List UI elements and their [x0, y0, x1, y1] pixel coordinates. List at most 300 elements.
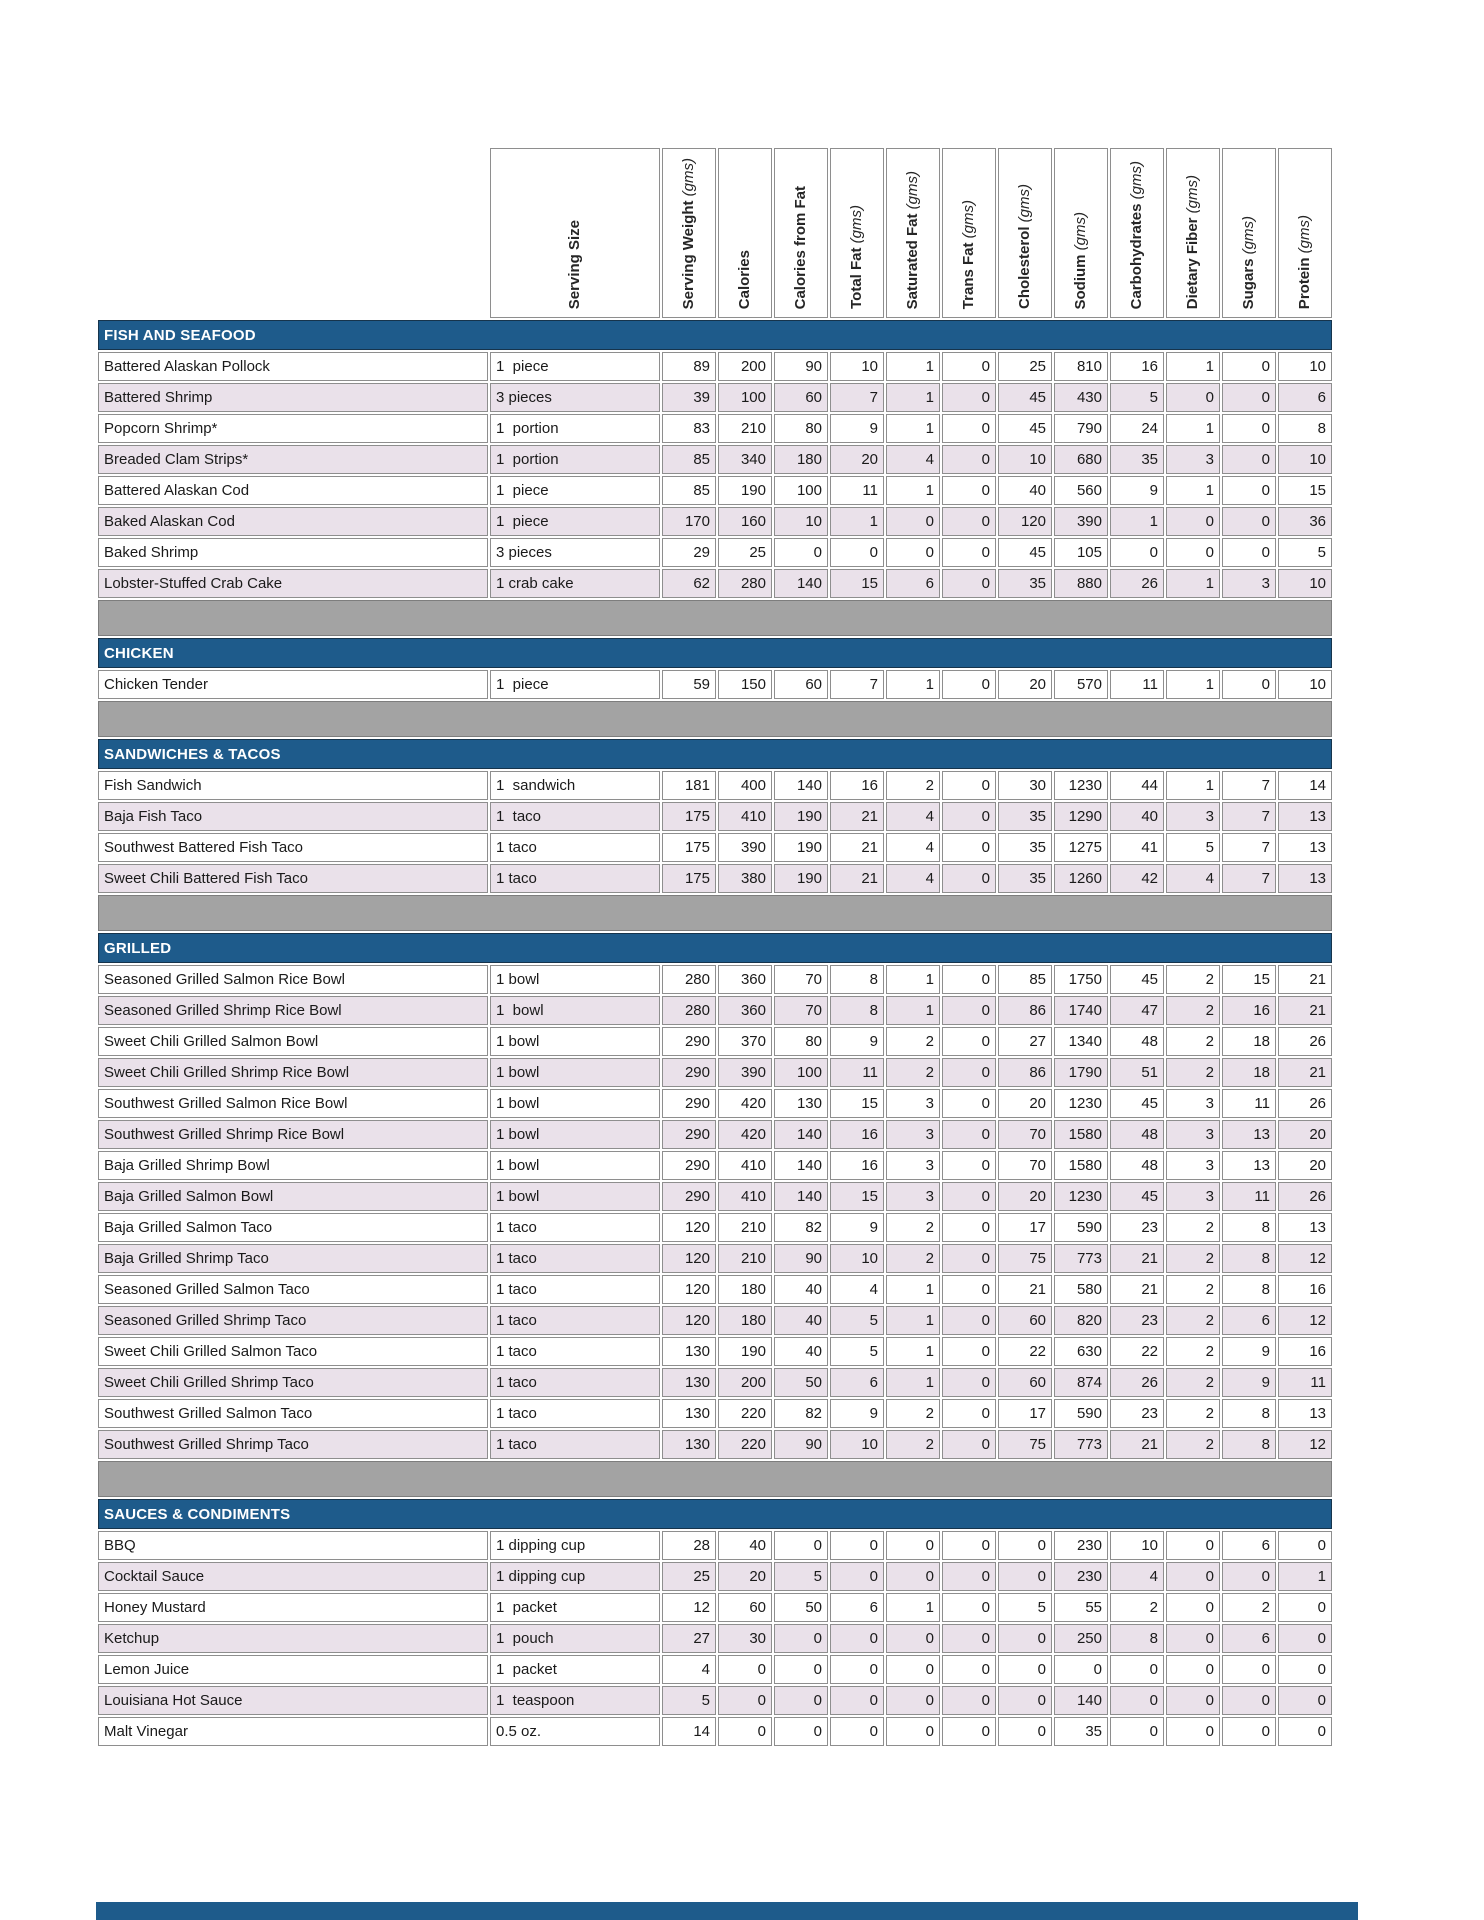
- value-cell-sugars: 8: [1222, 1244, 1276, 1273]
- value-cell-dietary-fiber: 1: [1166, 476, 1220, 505]
- value-cell-dietary-fiber: 0: [1166, 1686, 1220, 1715]
- value-cell-saturated-fat: 3: [886, 1151, 940, 1180]
- serving-size-cell: 1 pouch: [490, 1624, 660, 1653]
- item-name-cell: Baja Fish Taco: [98, 802, 488, 831]
- value-cell-calories-from-fat: 50: [774, 1368, 828, 1397]
- table-row-baked-alaskan-cod: [98, 507, 1332, 536]
- column-header-serving-weight: [662, 148, 716, 318]
- value-cell-calories: 410: [718, 1182, 772, 1211]
- serving-size-cell: 1 piece: [490, 352, 660, 381]
- value-cell-total-fat: 9: [830, 1027, 884, 1056]
- value-cell-sodium: 105: [1054, 538, 1108, 567]
- value-cell-carbohydrates: 22: [1110, 1337, 1164, 1366]
- column-header-label: Serving Size: [565, 219, 583, 309]
- value-cell-saturated-fat: 0: [886, 1562, 940, 1591]
- value-cell-total-fat: 21: [830, 802, 884, 831]
- value-cell-sodium: 1790: [1054, 1058, 1108, 1087]
- item-name-cell: BBQ: [98, 1531, 488, 1560]
- value-cell-calories: 220: [718, 1430, 772, 1459]
- column-header-label: Dietary Fiber (gms): [1183, 174, 1201, 309]
- value-cell-calories-from-fat: 190: [774, 802, 828, 831]
- value-cell-calories: 200: [718, 1368, 772, 1397]
- table-row-ketchup: [98, 1624, 1332, 1653]
- value-cell-sodium: 590: [1054, 1213, 1108, 1242]
- value-cell-serving-weight: 12: [662, 1593, 716, 1622]
- table-row-baja-grilled-shrimp-bowl: [98, 1151, 1332, 1180]
- value-cell-sugars: 0: [1222, 670, 1276, 699]
- value-cell-sugars: 13: [1222, 1151, 1276, 1180]
- item-name-cell: Sweet Chili Grilled Shrimp Taco: [98, 1368, 488, 1397]
- table-row-baja-fish-taco: [98, 802, 1332, 831]
- value-cell-dietary-fiber: 3: [1166, 1089, 1220, 1118]
- value-cell-saturated-fat: 2: [886, 1244, 940, 1273]
- value-cell-carbohydrates: 5: [1110, 383, 1164, 412]
- value-cell-total-fat: 0: [830, 538, 884, 567]
- value-cell-serving-weight: 39: [662, 383, 716, 412]
- table-row-seasoned-grilled-shrimp-taco: [98, 1306, 1332, 1335]
- value-cell-dietary-fiber: 5: [1166, 833, 1220, 862]
- value-cell-saturated-fat: 1: [886, 1275, 940, 1304]
- value-cell-calories: 0: [718, 1717, 772, 1746]
- serving-size-cell: 1 dipping cup: [490, 1531, 660, 1560]
- value-cell-calories-from-fat: 190: [774, 864, 828, 893]
- value-cell-dietary-fiber: 0: [1166, 1655, 1220, 1684]
- value-cell-total-fat: 1: [830, 507, 884, 536]
- value-cell-serving-weight: 59: [662, 670, 716, 699]
- value-cell-cholesterol: 35: [998, 833, 1052, 862]
- column-header-label: Carbohydrates (gms): [1127, 160, 1145, 309]
- value-cell-carbohydrates: 10: [1110, 1531, 1164, 1560]
- value-cell-sodium: 580: [1054, 1275, 1108, 1304]
- column-header-sodium: [1054, 148, 1108, 318]
- table-row-seasoned-grilled-salmon-rice-bowl: [98, 965, 1332, 994]
- serving-size-cell: 1 taco: [490, 1430, 660, 1459]
- value-cell-cholesterol: 85: [998, 965, 1052, 994]
- value-cell-trans-fat: 0: [942, 1531, 996, 1560]
- value-cell-sugars: 9: [1222, 1368, 1276, 1397]
- value-cell-serving-weight: 5: [662, 1686, 716, 1715]
- value-cell-cholesterol: 60: [998, 1368, 1052, 1397]
- value-cell-serving-weight: 120: [662, 1275, 716, 1304]
- item-name-cell: Popcorn Shrimp*: [98, 414, 488, 443]
- value-cell-sugars: 0: [1222, 538, 1276, 567]
- table-row-battered-shrimp: [98, 383, 1332, 412]
- value-cell-protein: 21: [1278, 1058, 1332, 1087]
- value-cell-serving-weight: 290: [662, 1027, 716, 1056]
- value-cell-calories: 360: [718, 965, 772, 994]
- item-name-cell: Breaded Clam Strips*: [98, 445, 488, 474]
- value-cell-saturated-fat: 1: [886, 1593, 940, 1622]
- value-cell-serving-weight: 85: [662, 445, 716, 474]
- value-cell-protein: 11: [1278, 1368, 1332, 1397]
- value-cell-dietary-fiber: 0: [1166, 1624, 1220, 1653]
- value-cell-total-fat: 0: [830, 1717, 884, 1746]
- value-cell-calories: 0: [718, 1655, 772, 1684]
- value-cell-sugars: 16: [1222, 996, 1276, 1025]
- value-cell-dietary-fiber: 2: [1166, 1399, 1220, 1428]
- value-cell-total-fat: 7: [830, 670, 884, 699]
- value-cell-protein: 26: [1278, 1027, 1332, 1056]
- section-divider-row: [98, 1461, 1332, 1497]
- item-name-cell: Baked Alaskan Cod: [98, 507, 488, 536]
- table-row-lemon-juice: [98, 1655, 1332, 1684]
- table-row-battered-alaskan-cod: [98, 476, 1332, 505]
- value-cell-serving-weight: 181: [662, 771, 716, 800]
- value-cell-carbohydrates: 23: [1110, 1213, 1164, 1242]
- section-header-row: [98, 320, 1332, 350]
- item-name-cell: Baja Grilled Shrimp Bowl: [98, 1151, 488, 1180]
- value-cell-total-fat: 6: [830, 1593, 884, 1622]
- value-cell-trans-fat: 0: [942, 1306, 996, 1335]
- value-cell-protein: 8: [1278, 414, 1332, 443]
- value-cell-carbohydrates: 4: [1110, 1562, 1164, 1591]
- value-cell-calories-from-fat: 130: [774, 1089, 828, 1118]
- section-title-chicken: CHICKEN: [98, 638, 1332, 668]
- value-cell-sodium: 140: [1054, 1686, 1108, 1715]
- value-cell-calories-from-fat: 82: [774, 1399, 828, 1428]
- value-cell-calories-from-fat: 0: [774, 538, 828, 567]
- value-cell-serving-weight: 175: [662, 833, 716, 862]
- value-cell-total-fat: 20: [830, 445, 884, 474]
- item-name-cell: Louisiana Hot Sauce: [98, 1686, 488, 1715]
- item-name-cell: Lemon Juice: [98, 1655, 488, 1684]
- table-row-bbq: [98, 1531, 1332, 1560]
- value-cell-dietary-fiber: 2: [1166, 965, 1220, 994]
- value-cell-cholesterol: 35: [998, 802, 1052, 831]
- value-cell-serving-weight: 290: [662, 1182, 716, 1211]
- value-cell-sodium: 590: [1054, 1399, 1108, 1428]
- item-name-cell: Battered Shrimp: [98, 383, 488, 412]
- value-cell-carbohydrates: 45: [1110, 1089, 1164, 1118]
- value-cell-protein: 0: [1278, 1531, 1332, 1560]
- serving-size-cell: 0.5 oz.: [490, 1717, 660, 1746]
- item-name-cell: Sweet Chili Battered Fish Taco: [98, 864, 488, 893]
- table-row-breaded-clam-strips: [98, 445, 1332, 474]
- value-cell-cholesterol: 27: [998, 1027, 1052, 1056]
- value-cell-saturated-fat: 2: [886, 771, 940, 800]
- value-cell-calories-from-fat: 190: [774, 833, 828, 862]
- table-row-honey-mustard: [98, 1593, 1332, 1622]
- section-divider: [98, 600, 1332, 636]
- value-cell-cholesterol: 35: [998, 569, 1052, 598]
- value-cell-total-fat: 16: [830, 771, 884, 800]
- serving-size-cell: 1 bowl: [490, 1089, 660, 1118]
- value-cell-sugars: 8: [1222, 1275, 1276, 1304]
- table-row-malt-vinegar: [98, 1717, 1332, 1746]
- table-row-chicken-tender: [98, 670, 1332, 699]
- value-cell-serving-weight: 28: [662, 1531, 716, 1560]
- value-cell-sugars: 0: [1222, 507, 1276, 536]
- value-cell-calories: 180: [718, 1275, 772, 1304]
- value-cell-saturated-fat: 0: [886, 1655, 940, 1684]
- value-cell-trans-fat: 0: [942, 1089, 996, 1118]
- value-cell-trans-fat: 0: [942, 569, 996, 598]
- serving-size-cell: 1 bowl: [490, 1058, 660, 1087]
- table-row-seasoned-grilled-salmon-taco: [98, 1275, 1332, 1304]
- item-name-cell: Baja Grilled Salmon Taco: [98, 1213, 488, 1242]
- value-cell-trans-fat: 0: [942, 538, 996, 567]
- value-cell-total-fat: 0: [830, 1655, 884, 1684]
- value-cell-cholesterol: 70: [998, 1151, 1052, 1180]
- value-cell-trans-fat: 0: [942, 445, 996, 474]
- value-cell-dietary-fiber: 3: [1166, 1120, 1220, 1149]
- value-cell-protein: 13: [1278, 833, 1332, 862]
- value-cell-carbohydrates: 16: [1110, 352, 1164, 381]
- value-cell-calories-from-fat: 0: [774, 1717, 828, 1746]
- value-cell-dietary-fiber: 2: [1166, 1058, 1220, 1087]
- table-body: [98, 320, 1332, 1746]
- value-cell-dietary-fiber: 0: [1166, 1717, 1220, 1746]
- value-cell-sugars: 3: [1222, 569, 1276, 598]
- serving-size-cell: 1 taco: [490, 802, 660, 831]
- value-cell-dietary-fiber: 1: [1166, 414, 1220, 443]
- value-cell-total-fat: 4: [830, 1275, 884, 1304]
- value-cell-serving-weight: 130: [662, 1399, 716, 1428]
- value-cell-calories: 25: [718, 538, 772, 567]
- value-cell-serving-weight: 130: [662, 1430, 716, 1459]
- value-cell-carbohydrates: 48: [1110, 1027, 1164, 1056]
- value-cell-sugars: 8: [1222, 1213, 1276, 1242]
- section-divider-row: [98, 701, 1332, 737]
- value-cell-trans-fat: 0: [942, 996, 996, 1025]
- value-cell-calories: 390: [718, 833, 772, 862]
- section-divider: [98, 895, 1332, 931]
- value-cell-total-fat: 8: [830, 965, 884, 994]
- value-cell-calories-from-fat: 140: [774, 771, 828, 800]
- value-cell-sodium: 773: [1054, 1244, 1108, 1273]
- value-cell-carbohydrates: 51: [1110, 1058, 1164, 1087]
- value-cell-serving-weight: 85: [662, 476, 716, 505]
- value-cell-carbohydrates: 0: [1110, 1655, 1164, 1684]
- serving-size-cell: 1 taco: [490, 833, 660, 862]
- value-cell-calories: 30: [718, 1624, 772, 1653]
- value-cell-sodium: 790: [1054, 414, 1108, 443]
- serving-size-cell: 1 portion: [490, 445, 660, 474]
- cut-off-section-band: [96, 1902, 1358, 1920]
- value-cell-total-fat: 9: [830, 414, 884, 443]
- value-cell-serving-weight: 4: [662, 1655, 716, 1684]
- value-cell-sodium: 1230: [1054, 1089, 1108, 1118]
- value-cell-calories: 190: [718, 1337, 772, 1366]
- value-cell-carbohydrates: 26: [1110, 569, 1164, 598]
- value-cell-saturated-fat: 1: [886, 996, 940, 1025]
- value-cell-protein: 13: [1278, 802, 1332, 831]
- value-cell-carbohydrates: 47: [1110, 996, 1164, 1025]
- value-cell-protein: 36: [1278, 507, 1332, 536]
- value-cell-sugars: 18: [1222, 1027, 1276, 1056]
- item-name-cell: Southwest Grilled Shrimp Taco: [98, 1430, 488, 1459]
- value-cell-calories-from-fat: 82: [774, 1213, 828, 1242]
- value-cell-calories-from-fat: 60: [774, 670, 828, 699]
- value-cell-dietary-fiber: 0: [1166, 538, 1220, 567]
- value-cell-carbohydrates: 0: [1110, 1686, 1164, 1715]
- value-cell-calories-from-fat: 0: [774, 1531, 828, 1560]
- value-cell-dietary-fiber: 2: [1166, 1368, 1220, 1397]
- value-cell-serving-weight: 280: [662, 965, 716, 994]
- value-cell-sodium: 630: [1054, 1337, 1108, 1366]
- serving-size-cell: 1 dipping cup: [490, 1562, 660, 1591]
- value-cell-dietary-fiber: 1: [1166, 771, 1220, 800]
- value-cell-trans-fat: 0: [942, 476, 996, 505]
- value-cell-carbohydrates: 21: [1110, 1275, 1164, 1304]
- value-cell-trans-fat: 0: [942, 833, 996, 862]
- column-header-label: Protein (gms): [1295, 214, 1313, 309]
- section-title-grilled: GRILLED: [98, 933, 1332, 963]
- value-cell-calories: 340: [718, 445, 772, 474]
- value-cell-total-fat: 0: [830, 1624, 884, 1653]
- value-cell-sugars: 11: [1222, 1089, 1276, 1118]
- value-cell-trans-fat: 0: [942, 414, 996, 443]
- value-cell-calories-from-fat: 80: [774, 1027, 828, 1056]
- value-cell-trans-fat: 0: [942, 802, 996, 831]
- value-cell-saturated-fat: 2: [886, 1399, 940, 1428]
- value-cell-cholesterol: 0: [998, 1562, 1052, 1591]
- value-cell-calories: 370: [718, 1027, 772, 1056]
- value-cell-sugars: 11: [1222, 1182, 1276, 1211]
- value-cell-dietary-fiber: 3: [1166, 1151, 1220, 1180]
- serving-size-cell: 1 piece: [490, 476, 660, 505]
- item-name-cell: Seasoned Grilled Shrimp Rice Bowl: [98, 996, 488, 1025]
- value-cell-sodium: 1580: [1054, 1151, 1108, 1180]
- value-cell-dietary-fiber: 1: [1166, 670, 1220, 699]
- serving-size-cell: 3 pieces: [490, 383, 660, 412]
- value-cell-cholesterol: 120: [998, 507, 1052, 536]
- serving-size-cell: 1 taco: [490, 1337, 660, 1366]
- value-cell-trans-fat: 0: [942, 1624, 996, 1653]
- value-cell-calories: 400: [718, 771, 772, 800]
- section-divider: [98, 1461, 1332, 1497]
- value-cell-carbohydrates: 45: [1110, 965, 1164, 994]
- value-cell-serving-weight: 120: [662, 1306, 716, 1335]
- value-cell-cholesterol: 45: [998, 414, 1052, 443]
- item-name-cell: Battered Alaskan Pollock: [98, 352, 488, 381]
- value-cell-dietary-fiber: 0: [1166, 1531, 1220, 1560]
- table-row-battered-alaskan-pollock: [98, 352, 1332, 381]
- value-cell-total-fat: 10: [830, 1430, 884, 1459]
- value-cell-calories-from-fat: 0: [774, 1686, 828, 1715]
- value-cell-sugars: 6: [1222, 1306, 1276, 1335]
- value-cell-protein: 20: [1278, 1120, 1332, 1149]
- value-cell-cholesterol: 17: [998, 1399, 1052, 1428]
- value-cell-dietary-fiber: 2: [1166, 1027, 1220, 1056]
- value-cell-sodium: 874: [1054, 1368, 1108, 1397]
- column-header-dietary-fiber: [1166, 148, 1220, 318]
- column-header-cholesterol: [998, 148, 1052, 318]
- value-cell-sugars: 6: [1222, 1531, 1276, 1560]
- value-cell-cholesterol: 30: [998, 771, 1052, 800]
- value-cell-calories: 390: [718, 1058, 772, 1087]
- column-header-total-fat: [830, 148, 884, 318]
- item-name-cell: Malt Vinegar: [98, 1717, 488, 1746]
- value-cell-calories-from-fat: 140: [774, 1182, 828, 1211]
- table-row-lobster-stuffed-crab-cake: [98, 569, 1332, 598]
- value-cell-sugars: 0: [1222, 352, 1276, 381]
- item-name-cell: Sweet Chili Grilled Shrimp Rice Bowl: [98, 1058, 488, 1087]
- value-cell-dietary-fiber: 2: [1166, 1430, 1220, 1459]
- value-cell-protein: 6: [1278, 383, 1332, 412]
- value-cell-saturated-fat: 1: [886, 1306, 940, 1335]
- value-cell-calories: 420: [718, 1120, 772, 1149]
- serving-size-cell: 1 portion: [490, 414, 660, 443]
- value-cell-cholesterol: 5: [998, 1593, 1052, 1622]
- value-cell-protein: 16: [1278, 1337, 1332, 1366]
- value-cell-carbohydrates: 11: [1110, 670, 1164, 699]
- value-cell-total-fat: 21: [830, 864, 884, 893]
- value-cell-protein: 12: [1278, 1306, 1332, 1335]
- value-cell-total-fat: 5: [830, 1337, 884, 1366]
- value-cell-carbohydrates: 8: [1110, 1624, 1164, 1653]
- serving-size-cell: 1 crab cake: [490, 569, 660, 598]
- value-cell-sodium: 560: [1054, 476, 1108, 505]
- value-cell-sugars: 0: [1222, 445, 1276, 474]
- column-header-label: Sugars (gms): [1239, 215, 1257, 309]
- value-cell-serving-weight: 175: [662, 864, 716, 893]
- serving-size-cell: 1 bowl: [490, 1151, 660, 1180]
- item-name-cell: Southwest Battered Fish Taco: [98, 833, 488, 862]
- table-row-popcorn-shrimp: [98, 414, 1332, 443]
- value-cell-total-fat: 15: [830, 1182, 884, 1211]
- value-cell-protein: 1: [1278, 1562, 1332, 1591]
- value-cell-sodium: 1340: [1054, 1027, 1108, 1056]
- value-cell-cholesterol: 0: [998, 1655, 1052, 1684]
- value-cell-saturated-fat: 1: [886, 476, 940, 505]
- section-title-fish-and-seafood: FISH AND SEAFOOD: [98, 320, 1332, 350]
- value-cell-protein: 12: [1278, 1244, 1332, 1273]
- value-cell-calories: 160: [718, 507, 772, 536]
- serving-size-cell: 1 taco: [490, 1368, 660, 1397]
- value-cell-carbohydrates: 9: [1110, 476, 1164, 505]
- value-cell-trans-fat: 0: [942, 1182, 996, 1211]
- value-cell-cholesterol: 25: [998, 352, 1052, 381]
- value-cell-sodium: 773: [1054, 1430, 1108, 1459]
- value-cell-serving-weight: 27: [662, 1624, 716, 1653]
- section-title-sauces-condiments: SAUCES & CONDIMENTS: [98, 1499, 1332, 1529]
- table-row-sweet-chili-battered-fish-taco: [98, 864, 1332, 893]
- value-cell-serving-weight: 14: [662, 1717, 716, 1746]
- value-cell-calories-from-fat: 140: [774, 569, 828, 598]
- column-header-label: Trans Fat (gms): [959, 199, 977, 309]
- value-cell-dietary-fiber: 3: [1166, 802, 1220, 831]
- value-cell-serving-weight: 29: [662, 538, 716, 567]
- value-cell-total-fat: 10: [830, 1244, 884, 1273]
- value-cell-carbohydrates: 21: [1110, 1430, 1164, 1459]
- value-cell-saturated-fat: 2: [886, 1058, 940, 1087]
- value-cell-sodium: 880: [1054, 569, 1108, 598]
- value-cell-calories-from-fat: 100: [774, 1058, 828, 1087]
- value-cell-sodium: 1290: [1054, 802, 1108, 831]
- value-cell-dietary-fiber: 2: [1166, 1213, 1220, 1242]
- value-cell-trans-fat: 0: [942, 1275, 996, 1304]
- value-cell-sodium: 390: [1054, 507, 1108, 536]
- value-cell-cholesterol: 35: [998, 864, 1052, 893]
- table-row-baked-shrimp: [98, 538, 1332, 567]
- value-cell-protein: 15: [1278, 476, 1332, 505]
- value-cell-cholesterol: 75: [998, 1244, 1052, 1273]
- value-cell-sugars: 0: [1222, 1655, 1276, 1684]
- value-cell-cholesterol: 0: [998, 1686, 1052, 1715]
- value-cell-sugars: 18: [1222, 1058, 1276, 1087]
- serving-size-cell: 1 sandwich: [490, 771, 660, 800]
- value-cell-carbohydrates: 26: [1110, 1368, 1164, 1397]
- value-cell-trans-fat: 0: [942, 1593, 996, 1622]
- value-cell-saturated-fat: 1: [886, 965, 940, 994]
- value-cell-calories-from-fat: 40: [774, 1275, 828, 1304]
- table-row-southwest-grilled-shrimp-rice-bowl: [98, 1120, 1332, 1149]
- value-cell-carbohydrates: 35: [1110, 445, 1164, 474]
- serving-size-cell: 1 taco: [490, 1275, 660, 1304]
- value-cell-trans-fat: 0: [942, 507, 996, 536]
- value-cell-dietary-fiber: 0: [1166, 1562, 1220, 1591]
